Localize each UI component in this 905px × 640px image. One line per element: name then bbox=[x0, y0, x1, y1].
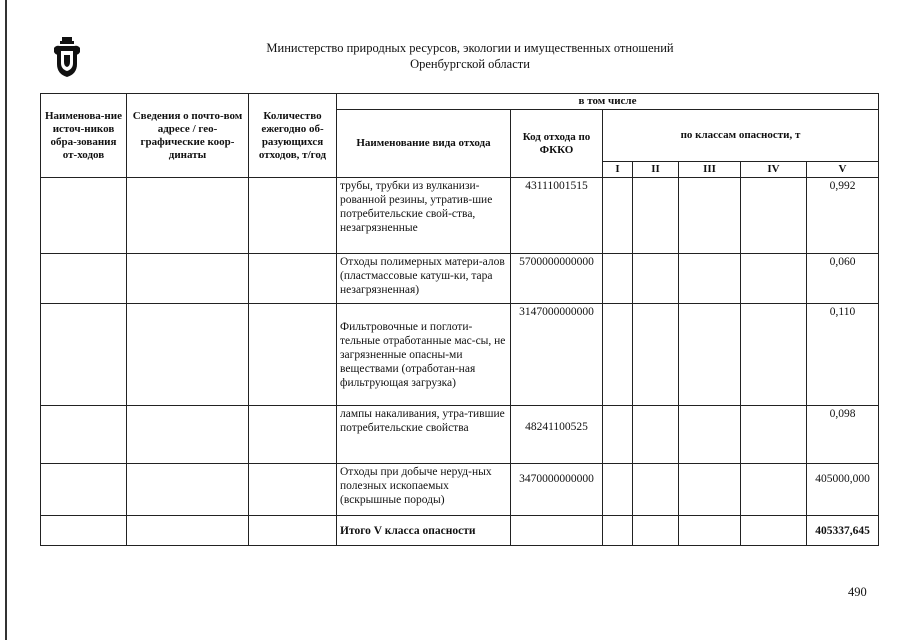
class-v-value: 0,110 bbox=[807, 304, 879, 406]
col-source-header: Наименова-ние источ-ников обра-зования от-ходов bbox=[41, 94, 127, 178]
table-row bbox=[41, 304, 879, 406]
col-including-header: в том числе bbox=[337, 94, 879, 110]
region-name: Оренбургской области bbox=[410, 57, 530, 71]
table-row bbox=[41, 254, 879, 304]
col-class-i: I bbox=[603, 162, 633, 178]
ministry-header bbox=[200, 40, 740, 72]
class-v-value: 0,992 bbox=[807, 178, 879, 254]
col-address-header: Сведения о почто-вом адресе / гео-графические коор-динаты bbox=[127, 94, 249, 178]
waste-name-cell: Фильтровочные и поглоти-тельные отработанные мас-сы, не загрязненные опасны-ми веществами (отработан-ная фильтрующая загрузка) bbox=[337, 304, 511, 406]
col-quantity-header: Количество ежегодно об-разующихся отходов, т/год bbox=[249, 94, 337, 178]
table-row bbox=[41, 464, 879, 516]
total-row bbox=[41, 516, 879, 546]
ministry-name: Министерство природных ресурсов, экологии и имущественных отношений bbox=[266, 41, 674, 55]
class-v-value: 405000,000 bbox=[807, 464, 879, 516]
fkko-code-cell: 43111001515 bbox=[511, 178, 603, 254]
class-v-value: 0,060 bbox=[807, 254, 879, 304]
col-class-iii: III bbox=[679, 162, 741, 178]
table-row bbox=[41, 406, 879, 464]
coat-of-arms-icon bbox=[52, 36, 82, 78]
scan-edge-line bbox=[5, 0, 7, 640]
col-hazard-classes-header: по классам опасности, т bbox=[603, 110, 879, 162]
table-row bbox=[41, 178, 879, 254]
page-number: 490 bbox=[848, 585, 867, 599]
fkko-code-cell: 3470000000000 bbox=[511, 464, 603, 516]
col-class-ii: II bbox=[633, 162, 679, 178]
waste-table bbox=[40, 93, 879, 546]
waste-name-cell: Отходы при добыче неруд-ных полезных ископаемых (вскрышные породы) bbox=[337, 464, 511, 516]
total-class-v-value: 405337,645 bbox=[807, 516, 879, 546]
fkko-code-cell: 5700000000000 bbox=[511, 254, 603, 304]
fkko-code-cell: 3147000000000 bbox=[511, 304, 603, 406]
col-waste-name-header: Наименование вида отхода bbox=[337, 110, 511, 178]
total-label: Итого V класса опасности bbox=[337, 516, 511, 546]
class-v-value: 0,098 bbox=[807, 406, 879, 464]
waste-name-cell: лампы накаливания, утра-тившие потребительские свойства bbox=[337, 406, 511, 464]
waste-name-cell: трубы, трубки из вулканизи-рованной резины, утратив-шие потребительские свой-ства, незагрязненные bbox=[337, 178, 511, 254]
col-fkko-code-header: Код отхода по ФККО bbox=[511, 110, 603, 178]
waste-name-cell: Отходы полимерных матери-алов (пластмассовые катуш-ки, тара незагрязненная) bbox=[337, 254, 511, 304]
col-class-v: V bbox=[807, 162, 879, 178]
col-class-iv: IV bbox=[741, 162, 807, 178]
fkko-code-cell: 48241100525 bbox=[511, 406, 603, 464]
